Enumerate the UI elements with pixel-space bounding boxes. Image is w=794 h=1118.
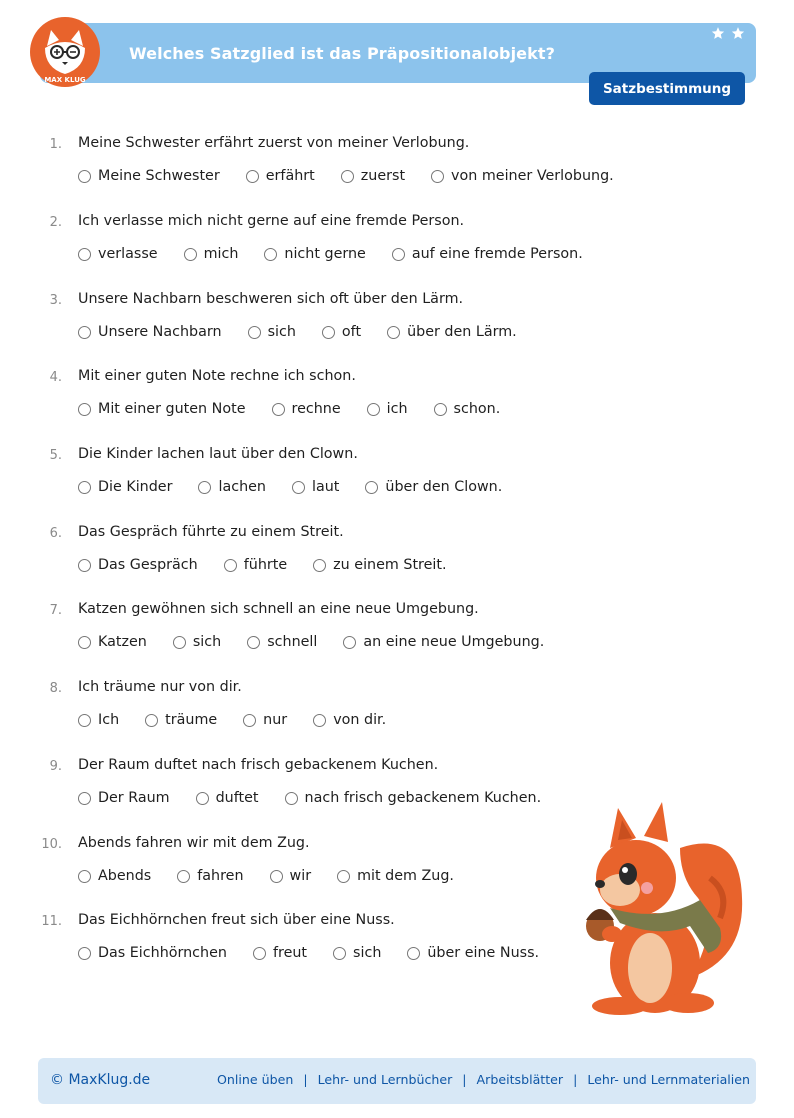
- answer-option-label: Der Raum: [98, 790, 170, 806]
- question-number: 11.: [41, 914, 62, 929]
- question-text: Ich träume nur von dir.: [78, 679, 242, 695]
- answer-options: [78, 324, 543, 340]
- radio-button-icon[interactable]: [243, 714, 256, 727]
- answer-option[interactable]: [392, 246, 583, 262]
- question-item: [0, 600, 794, 670]
- answer-option[interactable]: [78, 324, 222, 340]
- answer-option[interactable]: [248, 324, 296, 340]
- answer-option-label: rechne: [291, 401, 341, 417]
- question-number: 10.: [41, 837, 62, 852]
- answer-option[interactable]: [145, 712, 217, 728]
- answer-option[interactable]: [78, 557, 198, 573]
- footer-separator: |: [303, 1072, 308, 1087]
- radio-button-icon[interactable]: [313, 559, 326, 572]
- answer-option-label: oft: [341, 324, 362, 340]
- answer-option-label: über den Lärm.: [407, 324, 517, 340]
- answer-option-label: Unsere Nachbarn: [98, 324, 222, 340]
- answer-option[interactable]: [247, 634, 317, 650]
- radio-button-icon[interactable]: [248, 326, 261, 339]
- answer-option-label: über eine Nuss.: [427, 945, 540, 961]
- radio-button-icon[interactable]: [78, 714, 91, 727]
- question-number: 8.: [49, 681, 62, 696]
- answer-option[interactable]: [246, 168, 315, 184]
- question-item: [0, 445, 794, 515]
- answer-option[interactable]: [292, 479, 339, 495]
- radio-button-icon[interactable]: [365, 481, 378, 494]
- answer-option[interactable]: [387, 324, 517, 340]
- answer-option-label: sich: [353, 945, 382, 961]
- radio-button-icon[interactable]: [337, 870, 350, 883]
- answer-option-label: ich: [386, 401, 408, 417]
- footer-separator: |: [462, 1072, 467, 1087]
- answer-option[interactable]: [337, 868, 454, 884]
- radio-button-icon[interactable]: [407, 947, 420, 960]
- answer-option-label: nach frisch gebackenem Kuchen.: [304, 790, 542, 806]
- answer-option[interactable]: [270, 868, 312, 884]
- question-number: 9.: [49, 759, 62, 774]
- radio-button-icon[interactable]: [434, 403, 447, 416]
- radio-button-icon[interactable]: [270, 870, 283, 883]
- answer-options: [78, 479, 528, 495]
- answer-option[interactable]: [333, 945, 381, 961]
- footer-link-arbeitsblaetter[interactable]: Arbeitsblätter: [476, 1072, 564, 1087]
- radio-button-icon[interactable]: [333, 947, 346, 960]
- answer-option[interactable]: [313, 712, 386, 728]
- radio-button-icon[interactable]: [292, 481, 305, 494]
- answer-option-label: mich: [203, 246, 239, 262]
- answer-option[interactable]: [78, 479, 172, 495]
- answer-option[interactable]: [434, 401, 501, 417]
- answer-option-label: laut: [312, 479, 340, 495]
- answer-option[interactable]: [78, 868, 151, 884]
- answer-options: [78, 712, 412, 728]
- answer-option[interactable]: [78, 712, 119, 728]
- answer-options: [78, 868, 480, 884]
- answer-option[interactable]: [253, 945, 307, 961]
- question-item: [0, 523, 794, 593]
- answer-options: [78, 401, 526, 417]
- answer-option-label: schon.: [453, 401, 501, 417]
- answer-option[interactable]: [313, 557, 446, 573]
- footer-link-lehr-und-lernbuecher[interactable]: Lehr- und Lernbücher: [317, 1072, 453, 1087]
- question-text: Abends fahren wir mit dem Zug.: [78, 835, 310, 851]
- answer-option[interactable]: [78, 168, 220, 184]
- answer-option[interactable]: [177, 868, 243, 884]
- answer-option[interactable]: [78, 634, 147, 650]
- radio-button-icon[interactable]: [322, 326, 335, 339]
- footer-separator: |: [573, 1072, 578, 1087]
- answer-option-label: Ich: [98, 712, 120, 728]
- footer-link-online-ueben[interactable]: Online üben: [217, 1072, 294, 1087]
- answer-option-label: zu einem Streit.: [333, 557, 447, 573]
- radio-button-icon[interactable]: [78, 248, 91, 261]
- radio-button-icon[interactable]: [313, 714, 326, 727]
- radio-button-icon[interactable]: [264, 248, 277, 261]
- answer-option-label: träume: [165, 712, 218, 728]
- radio-button-icon[interactable]: [173, 636, 186, 649]
- radio-button-icon[interactable]: [78, 403, 91, 416]
- question-number: 6.: [49, 526, 62, 541]
- answer-options: [78, 246, 609, 262]
- radio-button-icon[interactable]: [246, 170, 259, 183]
- answer-option-label: an eine neue Umgebung.: [363, 634, 545, 650]
- answer-option[interactable]: [224, 557, 287, 573]
- radio-button-icon[interactable]: [387, 326, 400, 339]
- question-item: [0, 678, 794, 748]
- question-text: Meine Schwester erfährt zuerst von meiner Verlobung.: [78, 135, 470, 151]
- answer-option-label: auf eine fremde Person.: [411, 246, 583, 262]
- answer-option[interactable]: [78, 790, 170, 806]
- radio-button-icon[interactable]: [431, 170, 444, 183]
- radio-button-icon[interactable]: [247, 636, 260, 649]
- answer-option-label: führte: [243, 557, 288, 573]
- question-text: Katzen gewöhnen sich schnell an eine neue Umgebung.: [78, 601, 479, 617]
- footer-links: [217, 1072, 750, 1087]
- answer-option-label: Die Kinder: [98, 479, 173, 495]
- answer-option-label: sich: [267, 324, 296, 340]
- answer-options: [78, 557, 473, 573]
- topic-badge: Satzbestimmung: [589, 72, 745, 105]
- question-text: Das Eichhörnchen freut sich über eine Nuss.: [78, 912, 395, 928]
- radio-button-icon[interactable]: [198, 481, 211, 494]
- answer-option[interactable]: [341, 168, 405, 184]
- footer: [38, 1058, 756, 1104]
- radio-button-icon[interactable]: [253, 947, 266, 960]
- question-number: 3.: [49, 293, 62, 308]
- answer-option-label: freut: [272, 945, 308, 961]
- question-number: 1.: [49, 137, 62, 152]
- answer-options: [78, 790, 567, 806]
- radio-button-icon[interactable]: [78, 636, 91, 649]
- star-icon: [711, 26, 725, 40]
- question-number: 5.: [49, 448, 62, 463]
- radio-button-icon[interactable]: [224, 559, 237, 572]
- radio-button-icon[interactable]: [367, 403, 380, 416]
- answer-option[interactable]: [367, 401, 408, 417]
- answer-option[interactable]: [78, 401, 246, 417]
- answer-option[interactable]: [365, 479, 502, 495]
- answer-option-label: wir: [289, 868, 312, 884]
- answer-option-label: erfährt: [265, 168, 315, 184]
- question-text: Der Raum duftet nach frisch gebackenem Kuchen.: [78, 757, 439, 773]
- answer-option[interactable]: [184, 246, 239, 262]
- question-item: [0, 134, 794, 204]
- question-number: 7.: [49, 603, 62, 618]
- question-number: 2.: [49, 215, 62, 230]
- radio-button-icon[interactable]: [145, 714, 158, 727]
- radio-button-icon[interactable]: [78, 870, 91, 883]
- question-item: [0, 290, 794, 360]
- answer-option[interactable]: [431, 168, 614, 184]
- radio-button-icon[interactable]: [78, 947, 91, 960]
- question-number: 4.: [49, 370, 62, 385]
- answer-option-label: von dir.: [333, 712, 387, 728]
- answer-option[interactable]: [78, 246, 158, 262]
- radio-button-icon[interactable]: [78, 170, 91, 183]
- question-text: Mit einer guten Note rechne ich schon.: [78, 368, 356, 384]
- answer-option-label: duftet: [215, 790, 259, 806]
- answer-option-label: schnell: [267, 634, 318, 650]
- answer-options: [78, 945, 565, 961]
- radio-button-icon[interactable]: [341, 170, 354, 183]
- radio-button-icon[interactable]: [343, 636, 356, 649]
- radio-button-icon[interactable]: [78, 481, 91, 494]
- radio-button-icon[interactable]: [78, 792, 91, 805]
- question-text: Ich verlasse mich nicht gerne auf eine fremde Person.: [78, 213, 465, 229]
- answer-option-label: mit dem Zug.: [357, 868, 454, 884]
- answer-option[interactable]: [264, 246, 365, 262]
- answer-option-label: über den Clown.: [385, 479, 503, 495]
- answer-option[interactable]: [78, 945, 227, 961]
- answer-option[interactable]: [198, 479, 266, 495]
- star-icon: [731, 26, 745, 40]
- answer-option-label: verlasse: [98, 246, 158, 262]
- radio-button-icon[interactable]: [78, 326, 91, 339]
- question-text: Unsere Nachbarn beschweren sich oft über den Lärm.: [78, 291, 464, 307]
- question-text: Das Gespräch führte zu einem Streit.: [78, 524, 344, 540]
- footer-link-lehr-und-lernmaterialien[interactable]: Lehr- und Lernmaterialien: [587, 1072, 751, 1087]
- answer-option-label: Mit einer guten Note: [98, 401, 246, 417]
- answer-option[interactable]: [196, 790, 259, 806]
- answer-option[interactable]: [243, 712, 287, 728]
- worksheet-title: Welches Satzglied ist das Präpositionalobjekt?: [129, 44, 555, 63]
- answer-options: [78, 168, 640, 184]
- answer-option-label: Katzen: [98, 634, 147, 650]
- answer-option-label: Abends: [98, 868, 152, 884]
- answer-option-label: von meiner Verlobung.: [451, 168, 614, 184]
- answer-option-label: sich: [192, 634, 222, 650]
- radio-button-icon[interactable]: [392, 248, 405, 261]
- answer-option[interactable]: [173, 634, 221, 650]
- answer-option-label: fahren: [197, 868, 244, 884]
- footer-copyright: © MaxKlug.de: [50, 1072, 151, 1088]
- radio-button-icon[interactable]: [196, 792, 209, 805]
- squirrel-illustration-icon: [570, 798, 750, 1020]
- radio-button-icon[interactable]: [272, 403, 285, 416]
- answer-option-label: nur: [263, 712, 288, 728]
- answer-option-label: lachen: [218, 479, 266, 495]
- maxklug-logo-icon: [29, 16, 101, 88]
- answer-option-label: Das Gespräch: [98, 557, 198, 573]
- radio-button-icon[interactable]: [184, 248, 197, 261]
- difficulty-stars: [711, 26, 745, 40]
- answer-option-label: Das Eichhörnchen: [98, 945, 227, 961]
- answer-options: [78, 634, 570, 650]
- answer-option[interactable]: [407, 945, 539, 961]
- question-item: [0, 367, 794, 437]
- answer-option[interactable]: [285, 790, 542, 806]
- svg-text:MAX KLUG: MAX KLUG: [44, 76, 86, 84]
- radio-button-icon[interactable]: [177, 870, 190, 883]
- answer-option[interactable]: [343, 634, 544, 650]
- answer-option[interactable]: [272, 401, 341, 417]
- question-item: [0, 212, 794, 282]
- answer-option-label: zuerst: [360, 168, 406, 184]
- answer-option-label: nicht gerne: [284, 246, 366, 262]
- answer-option-label: Meine Schwester: [98, 168, 220, 184]
- question-text: Die Kinder lachen laut über den Clown.: [78, 446, 358, 462]
- radio-button-icon[interactable]: [78, 559, 91, 572]
- answer-option[interactable]: [322, 324, 361, 340]
- radio-button-icon[interactable]: [285, 792, 298, 805]
